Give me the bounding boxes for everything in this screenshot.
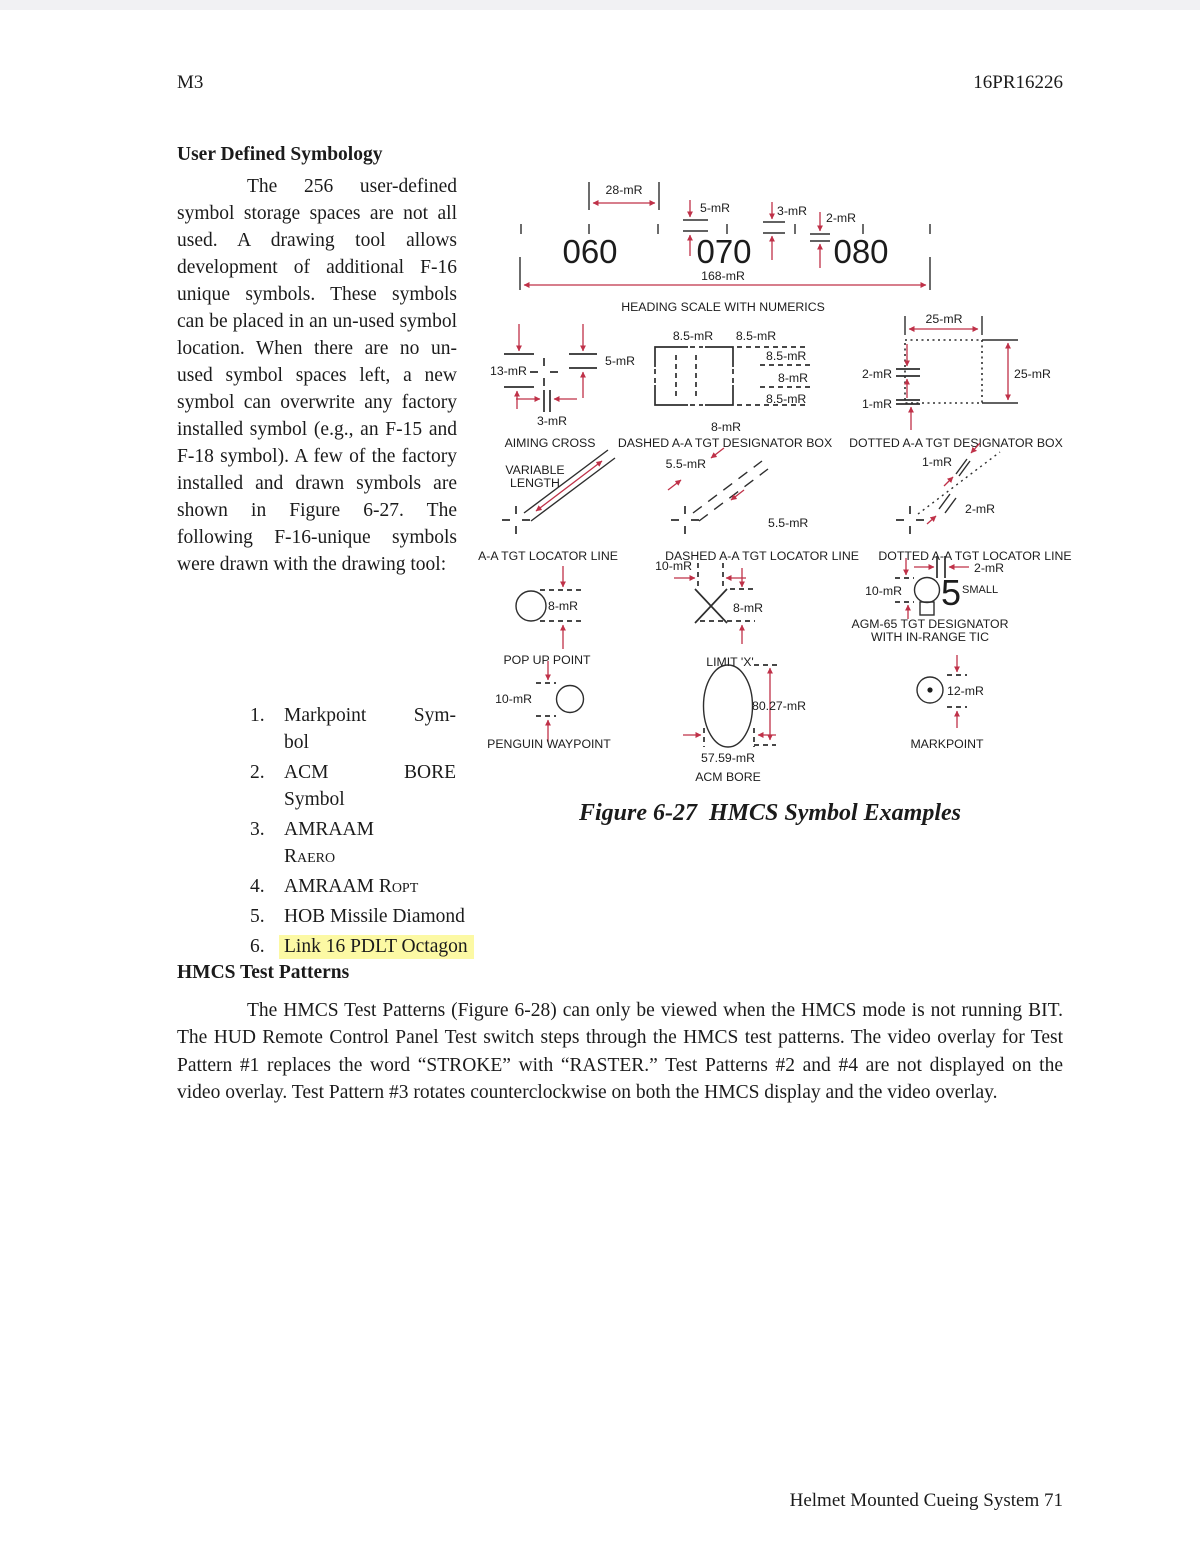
heading-numeral: 060 (562, 233, 618, 270)
dim-label: 57.59-mR (701, 751, 755, 765)
designator-digit: 5 (941, 572, 962, 613)
list-item-text: AMRAAM (284, 876, 379, 897)
dim-label: 5.5-mR (665, 457, 706, 471)
dotted-tgt-designator-box-symbol (849, 312, 1063, 450)
symbol-label: MARKPOINT (910, 737, 984, 751)
list-item (250, 873, 570, 900)
symbol-label: DOTTED A-A TGT LOCATOR LINE (878, 549, 1072, 563)
list-item-text-highlighted: Link 16 PDLT Octagon (279, 935, 474, 959)
dim-label: 5-mR (605, 354, 636, 368)
dim-label: 8.5-mR (766, 392, 807, 406)
list-item-number: 3. (250, 819, 265, 840)
symbol-label: POP UP POINT (503, 653, 591, 667)
page-header (177, 72, 1063, 94)
section2-heading: HMCS Test Patterns (177, 962, 350, 983)
dim-label: 168-mR (701, 269, 745, 283)
annotation: VARIABLE (505, 463, 565, 477)
dim-label: 5.5-mR (768, 516, 809, 530)
symbol-label: LIMIT 'X' (706, 655, 754, 669)
dim-label: 12-mR (947, 684, 984, 698)
dim-label: 28-mR (605, 183, 643, 197)
symbol-label: ACM BORE (695, 770, 761, 784)
symbol-label: WITH IN-RANGE TIC (871, 630, 989, 644)
dim-label: 2-mR (965, 502, 996, 516)
dim-label: 2-mR (861, 367, 892, 381)
figure-caption: Figure 6-27 HMCS Symbol Examples (578, 800, 962, 826)
pop-up-point-symbol (503, 566, 591, 667)
list-item-text: bol (284, 732, 309, 753)
section1-heading: User Defined Symbology (177, 144, 383, 165)
symbol-label: AIMING CROSS (504, 436, 596, 450)
list-item-number: 5. (250, 906, 265, 927)
symbol-label: A-A TGT LOCATOR LINE (478, 549, 618, 563)
section2-paragraph: The HMCS Test Patterns (Figure 6-28) can only be viewed when the HMCS mode is not running BIT. The HUD Remote Control Panel Test switch steps through the HMCS test patterns. The video overlay for Test Pattern #1 replaces the word “STROKE” with “RASTER.” Test Patterns #2 and #4 are not displayed on the video overlay. Test Pattern #3 rotates counterclockwise on both the HMCS display and the video overlay. (177, 1000, 1063, 1103)
dashed-aa-tgt-locator-line-symbol (665, 448, 859, 563)
heading-numeral: 070 (696, 233, 752, 270)
page-footer (177, 1490, 1063, 1512)
symbol-label: AGM-65 TGT DESIGNATOR (851, 617, 1009, 631)
dim-label: 8-mR (710, 420, 742, 434)
aa-tgt-locator-line-symbol (478, 450, 618, 563)
list-item-text: Ropt (378, 876, 419, 897)
footer-title: Helmet Mounted Cueing System (789, 1490, 1040, 1511)
header-section-code: M3 (177, 72, 204, 93)
dim-label: 1-mR (861, 397, 892, 411)
symbol-label: PENGUIN WAYPOINT (487, 737, 611, 751)
heading-scale-symbol (520, 182, 930, 314)
list-item-number: 6. (250, 936, 265, 957)
list-item-number: 2. (250, 762, 265, 783)
limit-x-symbol (655, 559, 763, 669)
list-item (250, 933, 570, 960)
list-item-number: 1. (250, 705, 265, 726)
list-item-text: ACM BORE (284, 762, 456, 783)
dim-label: 8.5-mR (766, 349, 807, 363)
page-top-band (0, 0, 1200, 10)
dim-label: 25-mR (1014, 367, 1051, 381)
dim-label: 8-mR (778, 371, 809, 385)
symbol-label: DOTTED A-A TGT DESIGNATOR BOX (849, 436, 1063, 450)
list-item (250, 903, 570, 930)
symbol-label: DASHED A-A TGT LOCATOR LINE (665, 549, 859, 563)
dim-label: 10-mR (495, 692, 532, 706)
footer-page-number: 71 (1044, 1490, 1063, 1511)
agm65-tgt-designator-symbol (852, 556, 1009, 644)
list-item-text: HOB Missile Diamond (284, 906, 465, 927)
dim-label: 8.5-mR (672, 329, 714, 343)
acm-bore-symbol (683, 665, 806, 784)
dim-label: 8-mR (548, 599, 579, 613)
dim-label: 13-mR (490, 364, 527, 378)
symbol-label: HEADING SCALE WITH NUMERICS (621, 300, 825, 314)
header-doc-number: 16PR16226 (973, 72, 1063, 93)
list-item-text: Raero (284, 846, 336, 867)
dim-label: 3-mR (777, 204, 808, 218)
symbol-label: DASHED A-A TGT DESIGNATOR BOX (617, 436, 833, 450)
list-item-text: Symbol (284, 789, 345, 810)
dim-label: 2-mR (974, 561, 1005, 575)
dim-label: 10-mR (865, 584, 902, 598)
markpoint-symbol (910, 655, 984, 751)
dim-label: 5-mR (700, 201, 731, 215)
penguin-waypoint-symbol (487, 661, 611, 751)
dim-label: 80.27-mR (752, 699, 806, 713)
section1-paragraph: The 256 user-defined symbol storage spaces are not all used. A drawing tool allows development of additional F-16 unique symbols. These symbols can be placed in an un-used symbol location. When there are no un-used symbol spaces left, a new symbol can overwrite any factory installed symbol (e.g., an F-15 and F-18 symbol). A few of the factory installed and drawn symbols are shown in Figure 6-27. The following F-16-unique symbols were drawn with the drawing tool: (177, 176, 457, 575)
dim-label: 25-mR (925, 312, 963, 326)
dim-label: 2-mR (826, 211, 857, 225)
dim-label: 10-mR (655, 559, 692, 573)
dim-label: 8-mR (733, 601, 764, 615)
dim-label: 1-mR (921, 455, 952, 469)
dotted-aa-tgt-locator-line-symbol (878, 443, 1071, 563)
heading-numeral: 080 (833, 233, 889, 270)
annotation: SMALL (962, 584, 999, 596)
dashed-tgt-designator-box-symbol (618, 329, 832, 450)
list-item-text: AMRAAM (284, 819, 374, 840)
figure-6-27-diagram (478, 172, 1092, 800)
list-item-number: 4. (250, 876, 265, 897)
list-item-text: Markpoint Sym- (284, 705, 456, 726)
dim-label: 3-mR (536, 414, 568, 428)
aiming-cross-symbol (490, 324, 635, 450)
annotation: LENGTH (510, 476, 560, 490)
dim-label: 8.5-mR (735, 329, 777, 343)
